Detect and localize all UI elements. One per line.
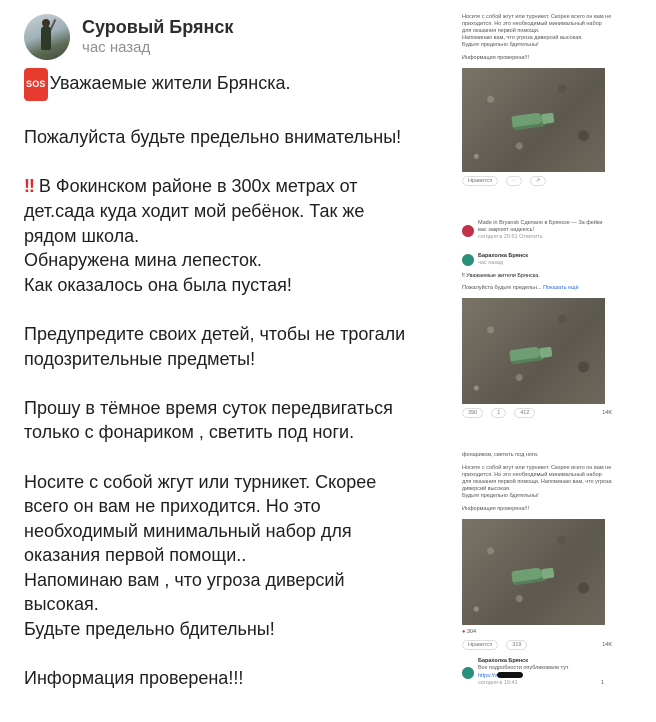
like-count[interactable]: 390: [462, 408, 483, 418]
avatar[interactable]: [24, 14, 70, 60]
reply-like-count[interactable]: 1: [600, 680, 604, 686]
mine-photo[interactable]: [462, 68, 605, 172]
paragraph-7: [24, 666, 454, 691]
thumb-text: Информация проверена!!!: [462, 55, 530, 61]
avatar[interactable]: [462, 225, 474, 237]
screenshot-column: [462, 0, 612, 722]
post-line: подозрительные предметы!: [24, 348, 256, 369]
post-time: час назад: [82, 39, 151, 56]
mine-photo[interactable]: [462, 298, 605, 404]
post-line: только с фонариком , светить под ноги.: [24, 422, 355, 443]
mine-photo[interactable]: [462, 519, 605, 625]
post-line: всего он вам не приходится. Но это: [24, 496, 321, 517]
post-line: Информация проверена!!!: [24, 668, 244, 689]
reactions-row: [462, 629, 612, 636]
thumb-actions: [462, 408, 612, 418]
thumb-text: Пожалуйста будьте предельн...: [462, 285, 542, 291]
show-more-link[interactable]: Показать ещё: [543, 285, 579, 291]
reply-link-row: [478, 672, 604, 680]
post-header-text: [82, 16, 233, 58]
reply-row: [462, 658, 612, 687]
thumb-text: Будьте предельно бдительны!: [462, 42, 539, 48]
comment-icon[interactable]: ◌: [506, 176, 521, 186]
post-line: Прошу в тёмное время суток передвигаться: [24, 397, 393, 418]
sos-icon: SOS: [24, 68, 48, 101]
double-exclamation-icon: ‼: [24, 176, 33, 197]
paragraph-3: [24, 174, 454, 297]
reaction-count: 304: [466, 629, 477, 635]
paragraph-1: [24, 68, 454, 101]
like-button[interactable]: Нравится: [462, 640, 498, 650]
avatar[interactable]: [462, 254, 474, 266]
post-line: необходимый минимальный набор для: [24, 520, 352, 541]
thumb-text: Информация проверена!!!: [462, 506, 530, 512]
post-line: рядом школа.: [24, 225, 140, 246]
post-line: Напоминаю вам , что угроза диверсий: [24, 569, 345, 590]
post-line: Пожалуйста будьте предельно внимательны!: [24, 127, 402, 148]
paragraph-6: [24, 470, 454, 642]
reply-text: Все подробности опубликовали тут: [478, 665, 569, 671]
share-count[interactable]: 319: [506, 640, 527, 650]
thumb-text: фонариком, светить под ноги.: [462, 452, 539, 458]
thumb-text-row: [462, 285, 612, 292]
thumb-text: Носите с собой жгут или турникет. Скорее всего он вам не приходится. Но это необходимый минимальный набор для оказания первой помощи.: [462, 14, 612, 34]
post-line: высокая.: [24, 594, 99, 615]
screenshot-1: [462, 14, 612, 186]
thumb-actions: [462, 176, 612, 186]
thumb-text: Напоминаю вам, что угроза диверсий высокая.: [462, 35, 583, 41]
heart-icon: ●: [462, 629, 466, 635]
screenshot-3: [462, 452, 612, 687]
comment-row: [462, 220, 612, 241]
author-name[interactable]: Барахолка Брянск: [478, 253, 528, 259]
redaction: [497, 672, 523, 678]
thumb-text: Носите с собой жгут или турникет. Скорее всего он вам не приходится. Но это необходимый минимальный набор для оказания первой помощи. Напоминаю вам, что угроза диверсий высокая.: [462, 465, 612, 492]
post-header: [24, 8, 454, 66]
post-line: оказания первой помощи..: [24, 545, 247, 566]
paragraph-2: [24, 125, 454, 150]
post-line: Носите с собой жгут или турникет. Скорее: [24, 471, 377, 492]
post-line: дет.сада куда ходит мой ребёнок. Так же: [24, 200, 365, 221]
screenshot-2: [462, 220, 612, 418]
post-line: Обнаружена мина лепесток.: [24, 250, 262, 271]
share-count[interactable]: 412: [514, 408, 535, 418]
reply-meta: сегодня в 19:41: [478, 680, 518, 686]
post-line: Уважаемые жители Брянска.: [49, 73, 291, 93]
thumb-actions: [462, 640, 612, 650]
avatar[interactable]: [462, 667, 474, 679]
thumb-post-header: [462, 253, 612, 267]
post-line: Как оказалось она была пустая!: [24, 274, 292, 295]
author-name[interactable]: Барахолка Брянск: [478, 658, 528, 664]
comment-meta: сегодня в 20:51 Ответить: [478, 234, 543, 240]
share-icon[interactable]: ↗: [530, 176, 547, 186]
view-count: 14K: [602, 641, 612, 648]
paragraph-4: [24, 322, 454, 371]
view-count: 14K: [602, 409, 612, 416]
main-post: [24, 8, 454, 715]
thumb-text: Будьте предельно бдительны!: [462, 493, 539, 499]
author-name[interactable]: Суровый Брянск: [82, 17, 234, 37]
paragraph-5: [24, 396, 454, 445]
comment-count[interactable]: 1: [491, 408, 506, 418]
post-line: В Фокинском районе в 300х метрах от: [38, 176, 358, 197]
reply-meta-row: [478, 680, 604, 687]
comment-text: Made in Bryansk Сделано в Брянске — За фейки вас закроют надеюсь!: [478, 220, 603, 233]
like-button[interactable]: Нравится: [462, 176, 498, 186]
thumb-text: ‼ Уважаемые жители Брянска.: [462, 273, 540, 279]
post-time: час назад: [478, 260, 504, 266]
reply-link[interactable]: https://v: [478, 673, 498, 679]
post-line: Предупредите своих детей, чтобы не трогали: [24, 323, 406, 344]
post-line: Будьте предельно бдительны!: [24, 619, 275, 640]
post-body: [24, 68, 454, 691]
